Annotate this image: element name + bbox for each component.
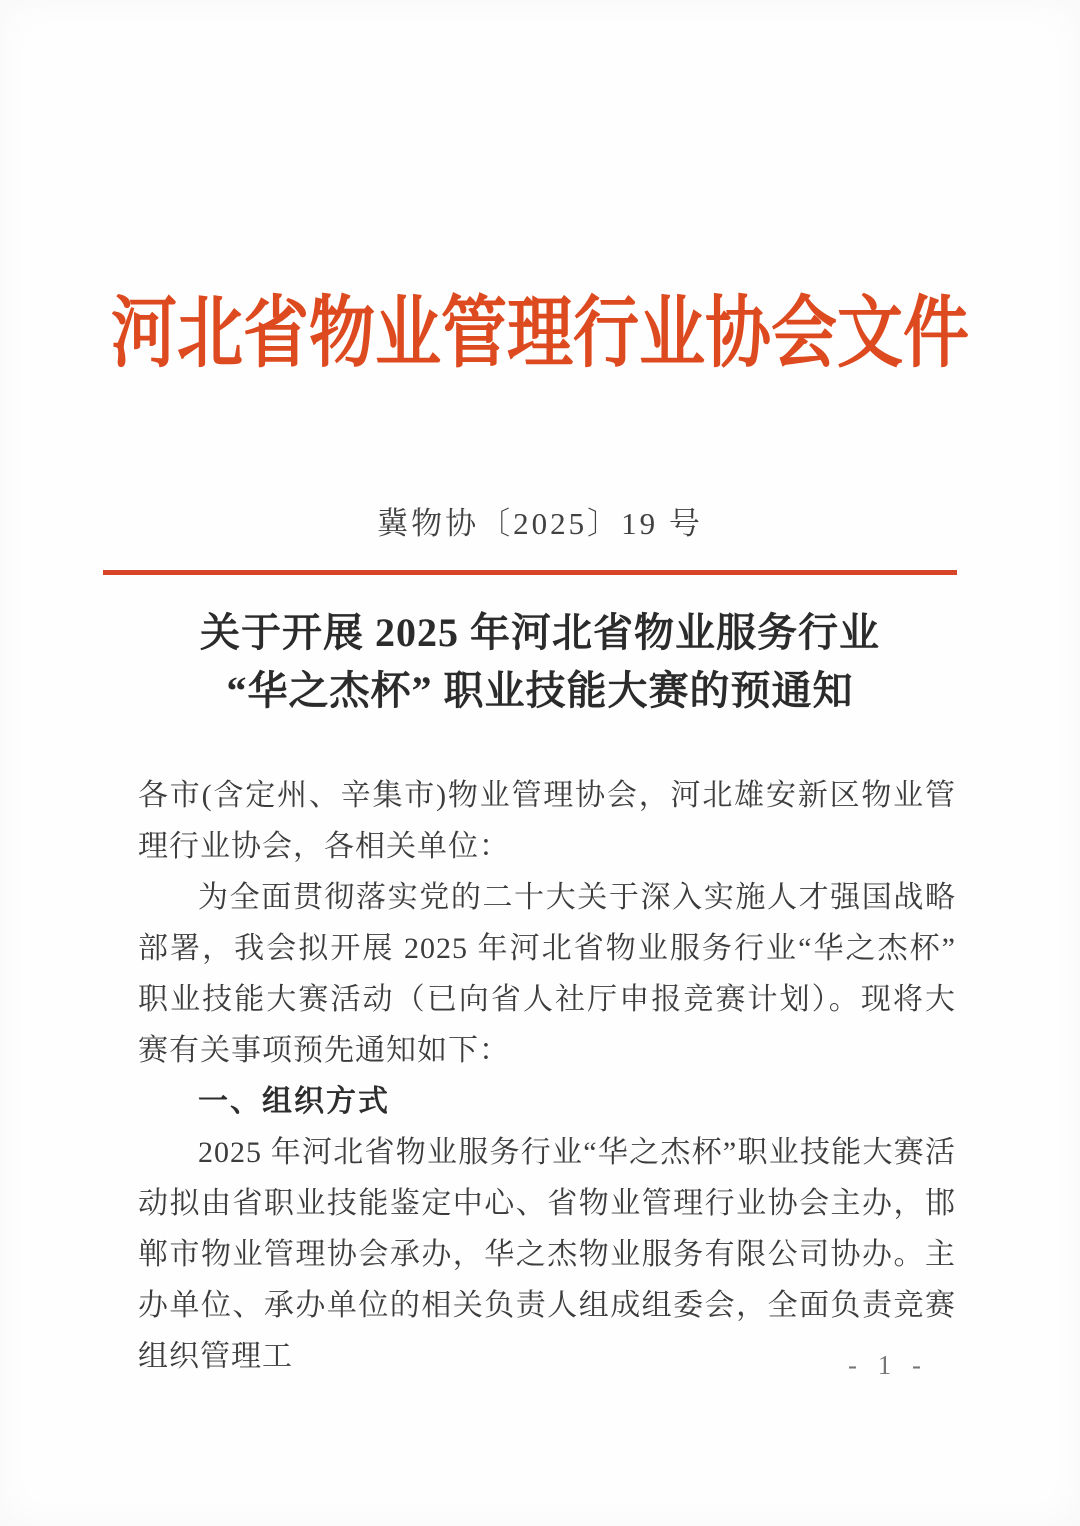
document-title: [0, 604, 1080, 720]
document-header-title: 河北省物业管理行业协会文件: [111, 290, 969, 378]
red-separator-line: [103, 570, 957, 575]
document-title-line-1: 关于开展 2025 年河北省物业服务行业: [200, 610, 880, 655]
body-paragraph-1: 为全面贯彻落实党的二十大关于深入实施人才强国战略部署，我会拟开展 2025 年河北省物业服务行业“华之杰杯”职业技能大赛活动（已向省人社厅申报竞赛计划）。现将大赛有关事项预先通知如下：: [138, 881, 956, 1067]
page-number: - 1 -: [848, 1350, 928, 1380]
document-body: [138, 770, 956, 1382]
doc-number: 冀物协〔2025〕19 号: [377, 506, 703, 541]
body-paragraph-2: 2025 年河北省物业服务行业“华之杰杯”职业技能大赛活动拟由省职业技能鉴定中心、省物业管理行业协会主办，邯郸市物业管理协会承办，华之杰物业服务有限公司协办。主办单位、承办单位的相关负责人组成组委会，全面负责竞赛组织管理工: [138, 1136, 956, 1373]
section-heading-1: 一、组织方式: [198, 1085, 390, 1118]
document-title-line-2: “华之杰杯” 职业技能大赛的预通知: [226, 668, 854, 713]
addressee-line: 各市(含定州、辛集市)物业管理协会，河北雄安新区物业管理行业协会，各相关单位：: [138, 779, 956, 863]
